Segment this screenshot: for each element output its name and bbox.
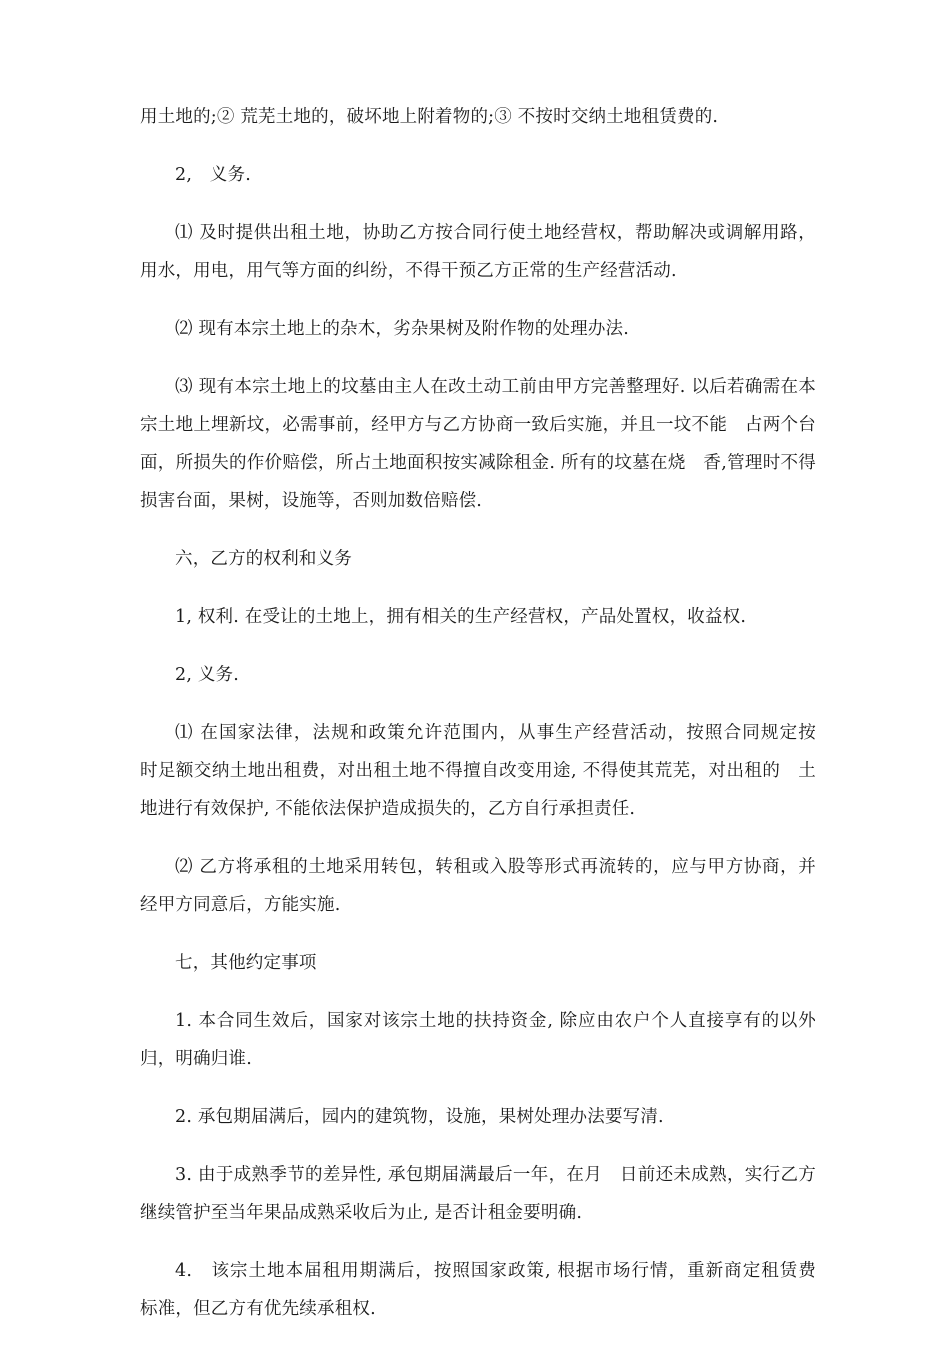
- paragraph-graves: ⑶ 现有本宗土地上的坟墓由主人在改土动工前由甲方完善整理好. 以后若确需在本宗土地上埋新坟，必需事前，经甲方与乙方协商一致后实施，并且一坟不能 占两个台面，所损失的作价赔偿，所占土地面积按实减除租金. 所有的坟墓在烧 香,管理时不得损害台面，果树，设施等，否则加数倍赔偿.: [140, 377, 816, 511]
- section-heading-other-terms: 七，其他约定事项: [175, 953, 317, 973]
- heading-party-a-obligations: 2, 义务.: [175, 165, 251, 185]
- section-heading-party-b: 六，乙方的权利和义务: [175, 549, 352, 569]
- document-page: [140, 98, 834, 1348]
- paragraph-expiry-buildings: 2. 承包期届满后，园内的建筑物，设施，果树处理办法要写清.: [175, 1107, 664, 1127]
- paragraph-subletting: ⑵ 乙方将承租的土地采用转包，转租或入股等形式再流转的，应与甲方协商，并经甲方同意后，方能实施.: [140, 857, 816, 915]
- paragraph-harvest-season: 3. 由于成熟季节的差异性, 承包期届满最后一年，在月 日前还未成熟，实行乙方继续管护至当年果品成熟采收后为止, 是否计租金要明确.: [140, 1165, 816, 1223]
- paragraph-obligation-violations: 用土地的;② 荒芜土地的，破坏地上附着物的;③ 不按时交纳土地租赁费的.: [140, 107, 719, 127]
- paragraph-trees-disposal: ⑵ 现有本宗土地上的杂木，劣杂果树及附作物的处理办法.: [175, 319, 630, 339]
- paragraph-legal-operation: ⑴ 在国家法律，法规和政策允许范围内，从事生产经营活动，按照合同规定按 时足额交纳土地出租费，对出租土地不得擅自改变用途, 不得使其荒芜，对出租的 土地进行有效保护, 不能依法保护造成损失的，乙方自行承担责任.: [140, 723, 834, 819]
- heading-party-b-obligations: 2, 义务.: [175, 665, 240, 685]
- paragraph-renewal: 4. 该宗土地本届租用期满后，按照国家政策, 根据市场行情，重新商定租赁费 标准，但乙方有优先续承租权.: [140, 1261, 834, 1319]
- paragraph-party-b-rights: 1, 权利. 在受让的土地上，拥有相关的生产经营权，产品处置权，收益权.: [175, 607, 747, 627]
- paragraph-provide-land: ⑴ 及时提供出租土地，协助乙方按合同行使土地经营权，帮助解决或调解用路，用水，用电，用气等方面的纠纷，不得干预乙方正常的生产经营活动.: [140, 223, 816, 281]
- paragraph-subsidy: 1. 本合同生效后，国家对该宗土地的扶持资金, 除应由农户个人直接享有的以外归，明确归谁.: [140, 1011, 816, 1069]
